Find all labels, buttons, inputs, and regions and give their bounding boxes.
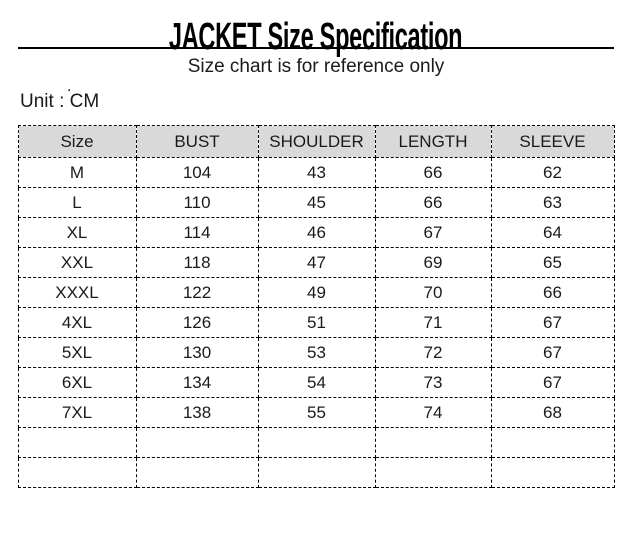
table-row [18, 158, 614, 188]
cell-shoulder: 45 [258, 188, 375, 218]
table-row [18, 188, 614, 218]
cell-bust: 110 [136, 188, 258, 218]
cell-sleeve [491, 458, 614, 488]
page-title: JACKET Size Specification [169, 16, 463, 58]
header-size: Size [18, 126, 136, 158]
header-length: LENGTH [375, 126, 491, 158]
cell-shoulder: 54 [258, 368, 375, 398]
cell-shoulder: 51 [258, 308, 375, 338]
cell-sleeve: 66 [491, 278, 614, 308]
cell-bust: 118 [136, 248, 258, 278]
size-spec-table [18, 125, 615, 488]
header-sleeve: SLEEVE [491, 126, 614, 158]
table-row-empty [18, 458, 614, 488]
cell-bust: 122 [136, 278, 258, 308]
cell-sleeve: 68 [491, 398, 614, 428]
cell-bust [136, 458, 258, 488]
stray-dot: . [67, 78, 72, 95]
cell-length: 69 [375, 248, 491, 278]
cell-shoulder: 55 [258, 398, 375, 428]
unit-label: Unit : CM [20, 91, 100, 112]
cell-shoulder: 46 [258, 218, 375, 248]
cell-sleeve: 67 [491, 308, 614, 338]
cell-size: XXL [18, 248, 136, 278]
cell-size: 6XL [18, 368, 136, 398]
subtitle: Size chart is for reference only [187, 56, 445, 77]
cell-bust: 114 [136, 218, 258, 248]
title-wrap [0, 0, 632, 58]
cell-size [18, 428, 136, 458]
cell-size: XXXL [18, 278, 136, 308]
header-bust: BUST [136, 126, 258, 158]
table-row [18, 368, 614, 398]
cell-length: 73 [375, 368, 491, 398]
cell-shoulder: 49 [258, 278, 375, 308]
cell-sleeve: 62 [491, 158, 614, 188]
cell-size: 7XL [18, 398, 136, 428]
table-header-row [18, 126, 614, 158]
cell-bust: 138 [136, 398, 258, 428]
cell-shoulder: 53 [258, 338, 375, 368]
cell-sleeve: 64 [491, 218, 614, 248]
cell-size: 5XL [18, 338, 136, 368]
cell-size: 4XL [18, 308, 136, 338]
cell-length: 72 [375, 338, 491, 368]
cell-sleeve: 63 [491, 188, 614, 218]
cell-bust [136, 428, 258, 458]
cell-shoulder: 43 [258, 158, 375, 188]
cell-sleeve: 67 [491, 338, 614, 368]
cell-length: 71 [375, 308, 491, 338]
cell-shoulder [258, 428, 375, 458]
header-shoulder: SHOULDER [258, 126, 375, 158]
table-row [18, 308, 614, 338]
cell-length: 66 [375, 158, 491, 188]
cell-bust: 130 [136, 338, 258, 368]
cell-size: M [18, 158, 136, 188]
table-row [18, 248, 614, 278]
cell-size [18, 458, 136, 488]
table-row [18, 398, 614, 428]
table-row [18, 338, 614, 368]
cell-shoulder: 47 [258, 248, 375, 278]
cell-bust: 104 [136, 158, 258, 188]
cell-shoulder [258, 458, 375, 488]
cell-sleeve: 67 [491, 368, 614, 398]
cell-length [375, 458, 491, 488]
cell-length: 74 [375, 398, 491, 428]
cell-length [375, 428, 491, 458]
table-row [18, 278, 614, 308]
cell-length: 67 [375, 218, 491, 248]
cell-size: XL [18, 218, 136, 248]
cell-bust: 134 [136, 368, 258, 398]
cell-sleeve [491, 428, 614, 458]
table-row-empty [18, 428, 614, 458]
table-row [18, 218, 614, 248]
cell-length: 70 [375, 278, 491, 308]
cell-size: L [18, 188, 136, 218]
cell-length: 66 [375, 188, 491, 218]
cell-bust: 126 [136, 308, 258, 338]
cell-sleeve: 65 [491, 248, 614, 278]
